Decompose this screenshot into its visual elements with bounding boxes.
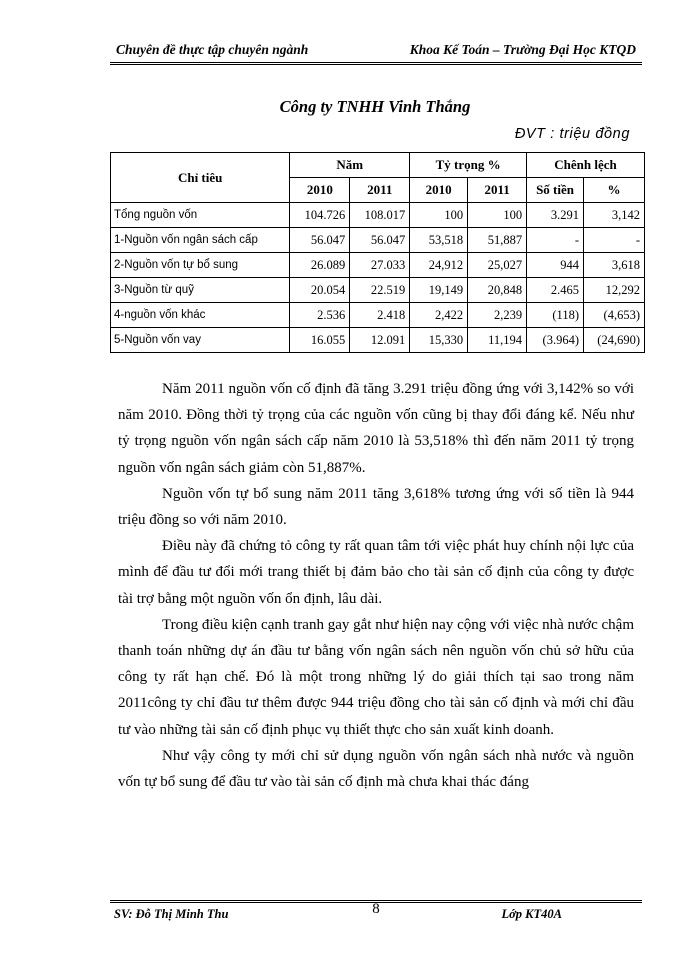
cell-2010: 2.536	[290, 303, 350, 328]
header-ratio-2011: 2011	[468, 178, 527, 203]
paragraph: Trong điều kiện cạnh tranh gay gắt như hiện nay cộng với việc nhà nước chậm thanh toán những dự án đầu tư bằng vốn ngân sách nên nguồn vốn chủ sở hữu của công ty rất hạn chế. Đó là một trong những lý do giải thích tại sao trong năm 2011công ty chỉ đầu tư thêm được 944 triệu đồng cho tài sản cố định và mới chỉ đầu tư vào những tài sản cố định phục vụ thiết thực cho sản xuất kinh doanh.	[118, 616, 634, 738]
cell-2011: 12.091	[350, 328, 410, 353]
cell-diff-amount: 3.291	[527, 203, 584, 228]
paragraph: Điều này đã chứng tỏ công ty rất quan tâm tới việc phát huy chính nội lực của mình để đầu tư đổi mới trang thiết bị đảm bảo cho tài sản cố định của công ty được tài trợ bằng một nguồn vốn ổn định, lâu dài.	[118, 538, 634, 607]
cell-2010: 20.054	[290, 278, 350, 303]
header-ratio-group: Tỷ trọng %	[410, 153, 527, 178]
cell-ratio-2011: 2,239	[468, 303, 527, 328]
row-label: Tổng nguồn vốn	[111, 203, 290, 228]
capital-table	[110, 152, 645, 353]
cell-ratio-2010: 100	[410, 203, 468, 228]
table-row	[111, 328, 645, 353]
header-year-2011: 2011	[350, 178, 410, 203]
cell-2010: 26.089	[290, 253, 350, 278]
header-year-group: Năm	[290, 153, 410, 178]
table-row	[111, 278, 645, 303]
header-year-2010: 2010	[290, 178, 350, 203]
row-label: 2-Nguồn vốn tự bổ sung	[111, 253, 290, 278]
page-footer	[110, 900, 642, 923]
cell-diff-amount: -	[527, 228, 584, 253]
cell-ratio-2011: 20,848	[468, 278, 527, 303]
cell-2010: 56.047	[290, 228, 350, 253]
cell-diff-pct: 12,292	[584, 278, 645, 303]
company-title: Công ty TNHH Vinh Thắng	[279, 97, 471, 116]
header-diff-amount: Số tiền	[527, 178, 584, 203]
header-indicator: Chỉ tiêu	[111, 153, 290, 203]
cell-ratio-2011: 11,194	[468, 328, 527, 353]
footer-student: SV: Đỗ Thị Minh Thu	[114, 907, 229, 921]
cell-diff-pct: (4,653)	[584, 303, 645, 328]
cell-ratio-2011: 51,887	[468, 228, 527, 253]
cell-ratio-2011: 25,027	[468, 253, 527, 278]
cell-diff-pct: 3,618	[584, 253, 645, 278]
header-left: Chuyên đề thực tập chuyên ngành	[116, 42, 309, 57]
row-label: 4-nguồn vốn khác	[111, 303, 290, 328]
cell-ratio-2010: 2,422	[410, 303, 468, 328]
cell-diff-amount: (3.964)	[527, 328, 584, 353]
header-diff-pct: %	[584, 178, 645, 203]
cell-ratio-2011: 100	[468, 203, 527, 228]
page-number: 8	[372, 901, 380, 917]
cell-2011: 22.519	[350, 278, 410, 303]
cell-diff-pct: (24,690)	[584, 328, 645, 353]
unit-label: ĐVT : triệu đồng	[514, 126, 630, 142]
paragraph: Như vậy công ty mới chỉ sử dụng nguồn vốn ngân sách nhà nước và nguồn vốn tự bổ sung để đầu tư vào tài sản cố định mà chưa khai thác đáng	[118, 747, 634, 791]
table-row	[111, 303, 645, 328]
cell-diff-amount: (118)	[527, 303, 584, 328]
header-right: Khoa Kế Toán – Trường Đại Học KTQD	[409, 42, 636, 57]
body-text	[118, 376, 634, 795]
cell-ratio-2010: 24,912	[410, 253, 468, 278]
cell-2011: 108.017	[350, 203, 410, 228]
paragraph: Nguồn vốn tự bổ sung năm 2011 tăng 3,618% tương ứng với số tiền là 944 triệu đồng so với năm 2010.	[118, 485, 634, 529]
cell-2010: 16.055	[290, 328, 350, 353]
row-label: 3-Nguồn từ quỹ	[111, 278, 290, 303]
table-row	[111, 253, 645, 278]
cell-2011: 27.033	[350, 253, 410, 278]
page-header	[110, 40, 642, 65]
paragraph: Năm 2011 nguồn vốn cố định đã tăng 3.291 triệu đồng ứng với 3,142% so với năm 2010. Đồng thời tỷ trọng của các nguồn vốn cũng bị thay đổi đáng kể. Nếu như tỷ trọng nguồn vốn ngân sách cấp năm 2010 là 53,518% thì đến năm 2011 tỷ trọng nguồn vốn ngân sách giảm còn 51,887%.	[118, 381, 634, 476]
header-ratio-2010: 2010	[410, 178, 468, 203]
row-label: 1-Nguồn vốn ngân sách cấp	[111, 228, 290, 253]
cell-ratio-2010: 15,330	[410, 328, 468, 353]
cell-2011: 56.047	[350, 228, 410, 253]
cell-ratio-2010: 53,518	[410, 228, 468, 253]
cell-ratio-2010: 19,149	[410, 278, 468, 303]
cell-diff-pct: -	[584, 228, 645, 253]
cell-2010: 104.726	[290, 203, 350, 228]
cell-diff-amount: 944	[527, 253, 584, 278]
header-diff-group: Chênh lệch	[527, 153, 645, 178]
row-label: 5-Nguồn vốn vay	[111, 328, 290, 353]
cell-diff-amount: 2.465	[527, 278, 584, 303]
cell-diff-pct: 3,142	[584, 203, 645, 228]
cell-2011: 2.418	[350, 303, 410, 328]
table-row	[111, 203, 645, 228]
footer-class: Lớp KT40A	[501, 907, 562, 921]
table-row	[111, 228, 645, 253]
